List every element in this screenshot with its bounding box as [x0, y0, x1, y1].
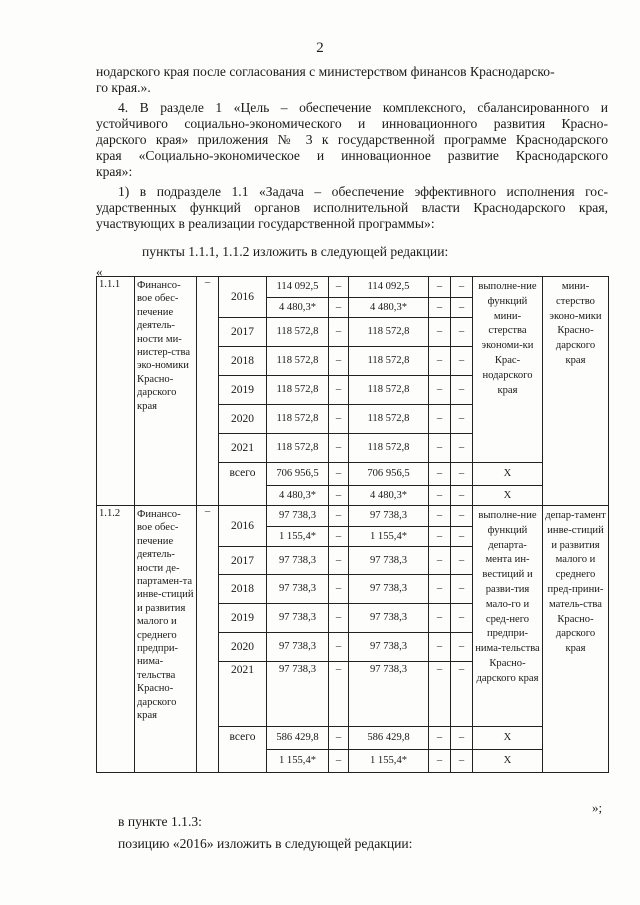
- dash-cell: –: [329, 604, 349, 633]
- regional-cell: 1 155,4*: [349, 527, 429, 547]
- dash-cell: –: [329, 575, 349, 604]
- total-cell: 706 956,5: [267, 463, 329, 486]
- year-cell: всего: [219, 463, 267, 506]
- total-cell: 1 155,4*: [267, 750, 329, 773]
- result-cell: выполне-ние функций мини-стерства экономи-ки Крас-нодарского края: [473, 277, 543, 463]
- regional-cell: 97 738,3: [349, 506, 429, 527]
- x-cell: X: [473, 727, 543, 750]
- dash-cell: –: [429, 298, 451, 318]
- x-cell: X: [473, 486, 543, 506]
- dash-cell: –: [429, 376, 451, 405]
- dash-cell: –: [451, 463, 473, 486]
- text-line: дарского края» приложения № 3 к государственной программе Краснодарского: [96, 132, 608, 147]
- dash-cell: –: [329, 347, 349, 376]
- dash-cell: –: [329, 376, 349, 405]
- total-cell: 4 480,3*: [267, 486, 329, 506]
- dash-cell: –: [429, 434, 451, 463]
- dash-cell: –: [451, 298, 473, 318]
- regional-cell: 1 155,4*: [349, 750, 429, 773]
- regional-cell: 118 572,8: [349, 376, 429, 405]
- dash-cell: –: [429, 750, 451, 773]
- year-cell: 2018: [219, 347, 267, 376]
- year-cell: 2019: [219, 376, 267, 405]
- item-name: Финансо-вое обес-печение деятель-ности де-партамен-та инве-стиций и развития малого и среднего предпри-нима-тельства Красно-дарского края: [135, 506, 197, 773]
- dash-cell: –: [429, 633, 451, 662]
- regional-cell: 706 956,5: [349, 463, 429, 486]
- dash-cell: –: [451, 633, 473, 662]
- dash-cell: –: [429, 527, 451, 547]
- regional-cell: 118 572,8: [349, 318, 429, 347]
- year-cell: всего: [219, 727, 267, 773]
- dash-cell: –: [451, 527, 473, 547]
- total-cell: 1 155,4*: [267, 527, 329, 547]
- regional-cell: 97 738,3: [349, 633, 429, 662]
- dash-cell: –: [329, 405, 349, 434]
- dash-cell: –: [451, 662, 473, 727]
- year-cell: 2018: [219, 575, 267, 604]
- executor-cell: мини-стерство эконо-мики Красно-дарского края: [543, 277, 609, 506]
- dash-cell: –: [451, 547, 473, 575]
- dash-cell: –: [329, 434, 349, 463]
- closing-quote: »;: [592, 800, 603, 815]
- dash-cell: –: [451, 318, 473, 347]
- dash-cell: –: [329, 750, 349, 773]
- executor-cell: депар-тамент инве-стиций и развития малого и среднего пред-прини-матель-ства Красно-дарского края: [543, 506, 609, 773]
- dash-cell: –: [451, 434, 473, 463]
- dash-cell: –: [451, 405, 473, 434]
- dash-cell: –: [451, 750, 473, 773]
- year-cell: 2020: [219, 405, 267, 434]
- year-cell: 2020: [219, 633, 267, 662]
- dash-cell: –: [429, 347, 451, 376]
- year-cell: 2021: [219, 434, 267, 463]
- text-line: устойчивого социально-экономического и инновационного развития Красно-: [96, 116, 608, 131]
- regional-cell: 97 738,3: [349, 575, 429, 604]
- dash-cell: –: [429, 486, 451, 506]
- total-cell: 114 092,5: [267, 277, 329, 298]
- regional-cell: 118 572,8: [349, 405, 429, 434]
- dash-cell: –: [451, 604, 473, 633]
- year-cell: 2021: [219, 662, 267, 727]
- text-line: нодарского края после согласования с министерством финансов Краснодарско-: [96, 64, 555, 79]
- program-table: [96, 276, 609, 773]
- opening-quote: «: [96, 264, 103, 279]
- dash-cell: –: [429, 463, 451, 486]
- total-cell: 97 738,3: [267, 506, 329, 527]
- year-cell: 2016: [219, 506, 267, 547]
- total-cell: 97 738,3: [267, 547, 329, 575]
- total-cell: 118 572,8: [267, 405, 329, 434]
- source-dash: –: [197, 277, 219, 506]
- item-name: Финансо-вое обес-печение деятель-ности ми-нистер-ства эко-номики Красно-дарского края: [135, 277, 197, 506]
- dash-cell: –: [429, 662, 451, 727]
- x-cell: X: [473, 463, 543, 486]
- dash-cell: –: [329, 298, 349, 318]
- regional-cell: 97 738,3: [349, 662, 429, 727]
- source-dash: –: [197, 506, 219, 773]
- total-cell: 118 572,8: [267, 434, 329, 463]
- dash-cell: –: [429, 575, 451, 604]
- text-line: 1) в подразделе 1.1 «Задача – обеспечение эффективного исполнения гос-: [118, 184, 608, 199]
- text-line: пункты 1.1.1, 1.1.2 изложить в следующей редакции:: [142, 244, 449, 259]
- dash-cell: –: [451, 506, 473, 527]
- table-row: [97, 277, 609, 298]
- x-cell: X: [473, 750, 543, 773]
- dash-cell: –: [429, 318, 451, 347]
- dash-cell: –: [329, 662, 349, 727]
- text-line: в пункте 1.1.3:: [118, 814, 202, 829]
- text-line: 4. В разделе 1 «Цель – обеспечение комплексного, сбалансированного и: [118, 100, 608, 115]
- text-line: ударственных функций органов исполнительной власти Краснодарского края,: [96, 200, 608, 215]
- dash-cell: –: [451, 277, 473, 298]
- dash-cell: –: [429, 727, 451, 750]
- text-line: го края.».: [96, 80, 151, 95]
- regional-cell: 97 738,3: [349, 547, 429, 575]
- dash-cell: –: [329, 506, 349, 527]
- regional-cell: 118 572,8: [349, 434, 429, 463]
- table-row: [97, 506, 609, 527]
- dash-cell: –: [451, 727, 473, 750]
- page-number: 2: [316, 40, 324, 56]
- total-cell: 97 738,3: [267, 662, 329, 727]
- regional-cell: 114 092,5: [349, 277, 429, 298]
- dash-cell: –: [329, 727, 349, 750]
- regional-cell: 118 572,8: [349, 347, 429, 376]
- item-index: 1.1.2: [97, 506, 135, 773]
- dash-cell: –: [329, 527, 349, 547]
- total-cell: 97 738,3: [267, 633, 329, 662]
- dash-cell: –: [329, 486, 349, 506]
- dash-cell: –: [451, 575, 473, 604]
- dash-cell: –: [451, 376, 473, 405]
- text-line: края «Социально-экономическое и инновационное развитие Краснодарского: [96, 148, 608, 163]
- regional-cell: 4 480,3*: [349, 298, 429, 318]
- year-cell: 2017: [219, 547, 267, 575]
- text-line: участвующих в реализации государственной программы»:: [96, 216, 435, 231]
- result-cell: выполне-ние функций департа-мента ин-вестиций и разви-тия мало-го и сред-него предпри-нима-тельства Красно-дарского края: [473, 506, 543, 727]
- year-cell: 2017: [219, 318, 267, 347]
- dash-cell: –: [329, 633, 349, 662]
- total-cell: 97 738,3: [267, 604, 329, 633]
- regional-cell: 586 429,8: [349, 727, 429, 750]
- total-cell: 118 572,8: [267, 347, 329, 376]
- dash-cell: –: [429, 604, 451, 633]
- dash-cell: –: [429, 506, 451, 527]
- dash-cell: –: [429, 277, 451, 298]
- dash-cell: –: [451, 347, 473, 376]
- item-index: 1.1.1: [97, 277, 135, 506]
- dash-cell: –: [329, 277, 349, 298]
- regional-cell: 97 738,3: [349, 604, 429, 633]
- text-line: края»:: [96, 164, 133, 179]
- dash-cell: –: [451, 486, 473, 506]
- total-cell: 586 429,8: [267, 727, 329, 750]
- total-cell: 118 572,8: [267, 318, 329, 347]
- year-cell: 2019: [219, 604, 267, 633]
- total-cell: 97 738,3: [267, 575, 329, 604]
- dash-cell: –: [429, 405, 451, 434]
- dash-cell: –: [329, 463, 349, 486]
- total-cell: 4 480,3*: [267, 298, 329, 318]
- dash-cell: –: [429, 547, 451, 575]
- text-line: позицию «2016» изложить в следующей редакции:: [118, 836, 413, 851]
- dash-cell: –: [329, 547, 349, 575]
- regional-cell: 4 480,3*: [349, 486, 429, 506]
- dash-cell: –: [329, 318, 349, 347]
- year-cell: 2016: [219, 277, 267, 318]
- total-cell: 118 572,8: [267, 376, 329, 405]
